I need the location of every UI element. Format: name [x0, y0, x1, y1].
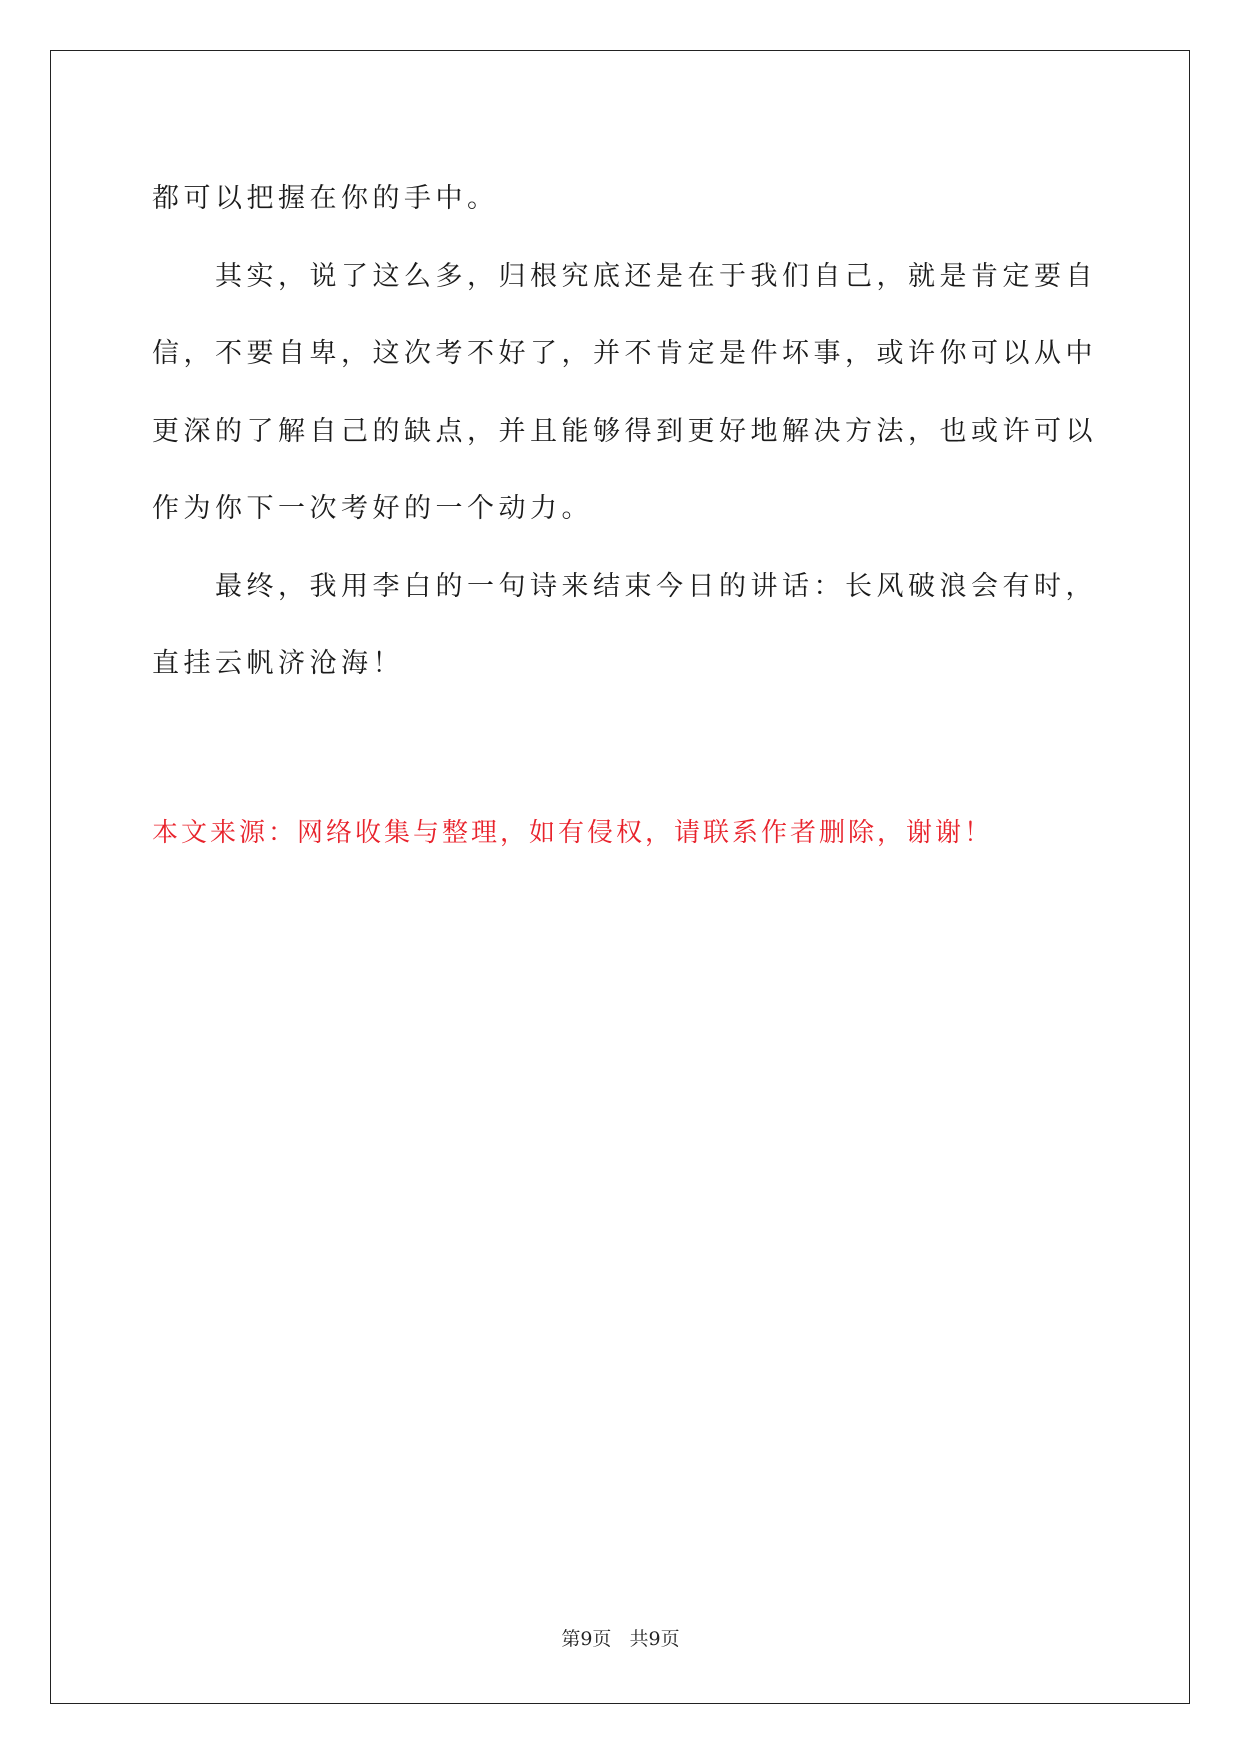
source-note: 本文来源：网络收集与整理，如有侵权，请联系作者删除，谢谢！ — [152, 818, 994, 848]
document-body — [152, 160, 1097, 703]
paragraph-line: 都可以把握在你的手中。 — [152, 183, 499, 214]
paragraph-line: 直挂云帆济沧海！ — [152, 648, 404, 679]
page-number-footer: 第9页 共9页 — [561, 1628, 680, 1650]
paragraph-line: 信，不要自卑，这次考不好了，并不肯定是件坏事，或许你可以从中 — [152, 338, 1097, 369]
paragraph-line: 最终，我用李白的一句诗来结束今日的讲话：长风破浪会有时， — [215, 570, 1097, 602]
paragraph-line: 其实，说了这么多，归根究底还是在于我们自己，就是肯定要自 — [215, 260, 1097, 292]
paragraph-line: 作为你下一次考好的一个动力。 — [152, 493, 593, 524]
paragraph-line: 更深的了解自己的缺点，并且能够得到更好地解决方法，也或许可以 — [152, 415, 1097, 447]
